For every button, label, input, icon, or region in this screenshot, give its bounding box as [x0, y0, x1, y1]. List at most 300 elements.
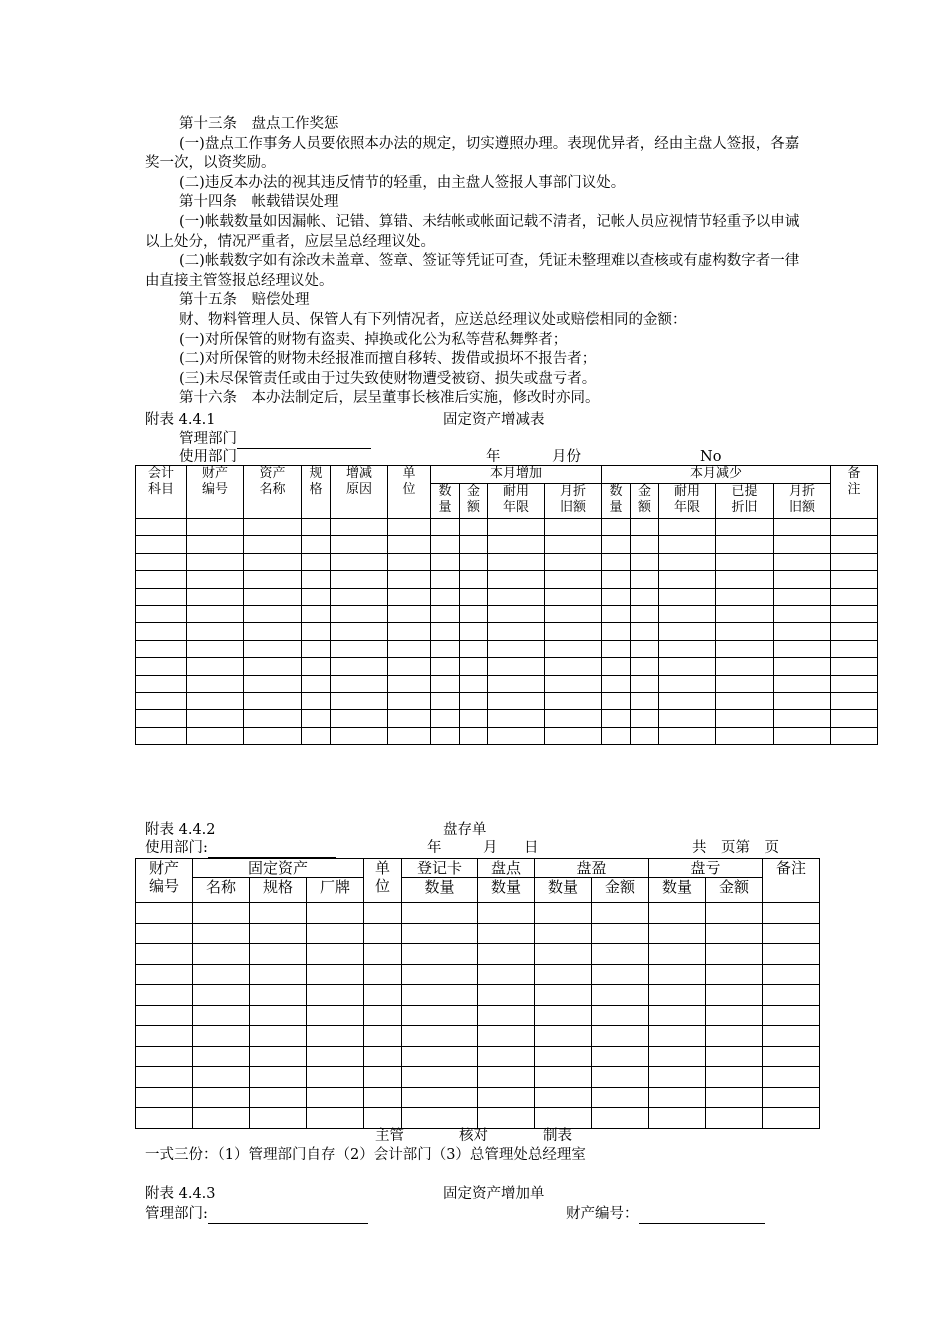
table-cell[interactable] — [488, 710, 545, 727]
table-cell[interactable] — [545, 675, 602, 692]
table-cell[interactable] — [706, 1046, 763, 1067]
table-cell[interactable] — [545, 571, 602, 588]
table-cell[interactable] — [831, 605, 878, 622]
table-cell[interactable] — [307, 985, 364, 1006]
table-cell[interactable] — [331, 710, 388, 727]
table-cell[interactable] — [250, 923, 307, 944]
table-cell[interactable] — [302, 658, 331, 675]
table-cell[interactable] — [535, 985, 592, 1006]
table-cell[interactable] — [250, 1026, 307, 1047]
table-cell[interactable] — [602, 710, 631, 727]
table-cell[interactable] — [136, 658, 187, 675]
table-cell[interactable] — [402, 1005, 478, 1026]
table-cell[interactable] — [631, 640, 659, 657]
table-cell[interactable] — [431, 571, 460, 588]
table-cell[interactable] — [136, 1046, 193, 1067]
table-cell[interactable] — [331, 727, 388, 744]
table-cell[interactable] — [244, 640, 302, 657]
table-cell[interactable] — [187, 553, 244, 570]
table-cell[interactable] — [631, 727, 659, 744]
table-cell[interactable] — [302, 640, 331, 657]
table-cell[interactable] — [659, 658, 716, 675]
table-cell[interactable] — [478, 1067, 535, 1088]
table-cell[interactable] — [136, 1108, 193, 1129]
table-cell[interactable] — [706, 944, 763, 965]
table-cell[interactable] — [193, 923, 250, 944]
table-cell[interactable] — [302, 710, 331, 727]
table-cell[interactable] — [187, 623, 244, 640]
table-cell[interactable] — [388, 588, 431, 605]
table-cell[interactable] — [631, 519, 659, 536]
table-cell[interactable] — [659, 710, 716, 727]
table-cell[interactable] — [364, 1067, 402, 1088]
table-cell[interactable] — [545, 640, 602, 657]
table-cell[interactable] — [488, 605, 545, 622]
table-cell[interactable] — [431, 727, 460, 744]
table-cell[interactable] — [460, 536, 488, 553]
table-cell[interactable] — [488, 536, 545, 553]
table-cell[interactable] — [136, 605, 187, 622]
table-cell[interactable] — [831, 623, 878, 640]
table-cell[interactable] — [774, 571, 831, 588]
table-cell[interactable] — [136, 1026, 193, 1047]
table-cell[interactable] — [478, 985, 535, 1006]
table-cell[interactable] — [250, 1005, 307, 1026]
table-cell[interactable] — [649, 1005, 706, 1026]
table-cell[interactable] — [545, 588, 602, 605]
table-cell[interactable] — [388, 640, 431, 657]
table-cell[interactable] — [460, 640, 488, 657]
table-cell[interactable] — [250, 1067, 307, 1088]
table-cell[interactable] — [388, 519, 431, 536]
table-cell[interactable] — [592, 1026, 649, 1047]
table-cell[interactable] — [193, 1046, 250, 1067]
table-cell[interactable] — [244, 588, 302, 605]
table-cell[interactable] — [187, 605, 244, 622]
table-cell[interactable] — [535, 1026, 592, 1047]
table-cell[interactable] — [460, 571, 488, 588]
table-cell[interactable] — [302, 519, 331, 536]
table-cell[interactable] — [307, 1087, 364, 1108]
table-cell[interactable] — [364, 964, 402, 985]
table-cell[interactable] — [364, 944, 402, 965]
table-cell[interactable] — [706, 1087, 763, 1108]
table-cell[interactable] — [831, 553, 878, 570]
table-cell[interactable] — [460, 519, 488, 536]
table-cell[interactable] — [545, 710, 602, 727]
table-cell[interactable] — [488, 571, 545, 588]
table-cell[interactable] — [602, 588, 631, 605]
table-cell[interactable] — [649, 1087, 706, 1108]
table-cell[interactable] — [250, 985, 307, 1006]
table-cell[interactable] — [649, 944, 706, 965]
table-cell[interactable] — [364, 1026, 402, 1047]
table-cell[interactable] — [136, 1087, 193, 1108]
table-cell[interactable] — [774, 675, 831, 692]
table-cell[interactable] — [460, 588, 488, 605]
table-cell[interactable] — [535, 944, 592, 965]
table-cell[interactable] — [592, 923, 649, 944]
table-cell[interactable] — [244, 727, 302, 744]
table-cell[interactable] — [402, 1026, 478, 1047]
table-cell[interactable] — [244, 710, 302, 727]
table-cell[interactable] — [402, 944, 478, 965]
table-cell[interactable] — [592, 985, 649, 1006]
table-cell[interactable] — [659, 571, 716, 588]
table-cell[interactable] — [187, 571, 244, 588]
table-cell[interactable] — [535, 1108, 592, 1129]
table-cell[interactable] — [763, 944, 820, 965]
table-cell[interactable] — [602, 640, 631, 657]
table-cell[interactable] — [331, 536, 388, 553]
table-cell[interactable] — [307, 1046, 364, 1067]
table-cell[interactable] — [545, 536, 602, 553]
table-cell[interactable] — [763, 903, 820, 924]
table-cell[interactable] — [774, 640, 831, 657]
table-cell[interactable] — [831, 640, 878, 657]
table-cell[interactable] — [431, 536, 460, 553]
table-cell[interactable] — [706, 1108, 763, 1129]
table-cell[interactable] — [716, 710, 774, 727]
table-cell[interactable] — [331, 588, 388, 605]
table-cell[interactable] — [478, 1108, 535, 1129]
table-cell[interactable] — [136, 1005, 193, 1026]
table-cell[interactable] — [592, 1087, 649, 1108]
table-cell[interactable] — [602, 692, 631, 709]
table-cell[interactable] — [706, 1067, 763, 1088]
table-cell[interactable] — [706, 1026, 763, 1047]
table-cell[interactable] — [545, 519, 602, 536]
table-cell[interactable] — [136, 588, 187, 605]
table-cell[interactable] — [592, 944, 649, 965]
table-cell[interactable] — [431, 640, 460, 657]
table-cell[interactable] — [136, 964, 193, 985]
table-cell[interactable] — [631, 605, 659, 622]
table-cell[interactable] — [136, 553, 187, 570]
table-cell[interactable] — [488, 623, 545, 640]
table-cell[interactable] — [193, 1026, 250, 1047]
table-cell[interactable] — [187, 727, 244, 744]
table-cell[interactable] — [244, 675, 302, 692]
table-cell[interactable] — [602, 658, 631, 675]
table-cell[interactable] — [535, 923, 592, 944]
table-cell[interactable] — [431, 710, 460, 727]
table-cell[interactable] — [187, 536, 244, 553]
table-cell[interactable] — [716, 536, 774, 553]
table-cell[interactable] — [136, 692, 187, 709]
table-cell[interactable] — [716, 623, 774, 640]
table-cell[interactable] — [488, 692, 545, 709]
table-cell[interactable] — [388, 571, 431, 588]
table-cell[interactable] — [307, 1005, 364, 1026]
table-cell[interactable] — [478, 1046, 535, 1067]
table-cell[interactable] — [302, 605, 331, 622]
table-cell[interactable] — [187, 692, 244, 709]
table-cell[interactable] — [187, 675, 244, 692]
table-cell[interactable] — [649, 903, 706, 924]
table-cell[interactable] — [488, 727, 545, 744]
table-cell[interactable] — [431, 605, 460, 622]
table-cell[interactable] — [488, 658, 545, 675]
table-cell[interactable] — [302, 727, 331, 744]
table-cell[interactable] — [602, 519, 631, 536]
table-cell[interactable] — [535, 1087, 592, 1108]
table-cell[interactable] — [716, 692, 774, 709]
table-cell[interactable] — [602, 623, 631, 640]
table-cell[interactable] — [331, 640, 388, 657]
table-cell[interactable] — [460, 675, 488, 692]
table-cell[interactable] — [774, 588, 831, 605]
table-cell[interactable] — [659, 623, 716, 640]
table-cell[interactable] — [388, 727, 431, 744]
table-cell[interactable] — [716, 727, 774, 744]
table-cell[interactable] — [488, 675, 545, 692]
table-cell[interactable] — [307, 964, 364, 985]
table-cell[interactable] — [331, 692, 388, 709]
table-cell[interactable] — [478, 944, 535, 965]
table-cell[interactable] — [331, 571, 388, 588]
table-cell[interactable] — [193, 985, 250, 1006]
table-cell[interactable] — [478, 1087, 535, 1108]
table-cell[interactable] — [307, 923, 364, 944]
table-cell[interactable] — [402, 1067, 478, 1088]
table-cell[interactable] — [774, 692, 831, 709]
table-cell[interactable] — [307, 944, 364, 965]
table-cell[interactable] — [488, 553, 545, 570]
table-cell[interactable] — [193, 903, 250, 924]
table-cell[interactable] — [488, 588, 545, 605]
table-cell[interactable] — [716, 605, 774, 622]
table-cell[interactable] — [763, 964, 820, 985]
table-cell[interactable] — [388, 658, 431, 675]
table-cell[interactable] — [460, 623, 488, 640]
table-cell[interactable] — [331, 605, 388, 622]
table-cell[interactable] — [774, 519, 831, 536]
table-cell[interactable] — [364, 1087, 402, 1108]
table-cell[interactable] — [535, 1005, 592, 1026]
table-cell[interactable] — [831, 727, 878, 744]
table-cell[interactable] — [649, 1026, 706, 1047]
table-cell[interactable] — [631, 588, 659, 605]
table-cell[interactable] — [706, 923, 763, 944]
table-cell[interactable] — [602, 553, 631, 570]
table-cell[interactable] — [545, 658, 602, 675]
table-cell[interactable] — [402, 903, 478, 924]
table-cell[interactable] — [402, 964, 478, 985]
table-cell[interactable] — [631, 658, 659, 675]
table-cell[interactable] — [592, 1046, 649, 1067]
table-cell[interactable] — [535, 1046, 592, 1067]
table-cell[interactable] — [388, 675, 431, 692]
table-cell[interactable] — [250, 1108, 307, 1129]
table-cell[interactable] — [302, 553, 331, 570]
table-cell[interactable] — [488, 519, 545, 536]
table-cell[interactable] — [460, 553, 488, 570]
table-cell[interactable] — [631, 692, 659, 709]
table-cell[interactable] — [187, 519, 244, 536]
table-cell[interactable] — [602, 727, 631, 744]
table-cell[interactable] — [831, 675, 878, 692]
table-cell[interactable] — [649, 985, 706, 1006]
table-cell[interactable] — [659, 692, 716, 709]
table-cell[interactable] — [193, 1108, 250, 1129]
table-cell[interactable] — [307, 903, 364, 924]
table-cell[interactable] — [244, 692, 302, 709]
table-cell[interactable] — [716, 640, 774, 657]
table-cell[interactable] — [388, 692, 431, 709]
table-cell[interactable] — [763, 1026, 820, 1047]
table-cell[interactable] — [706, 903, 763, 924]
table-cell[interactable] — [331, 623, 388, 640]
table-cell[interactable] — [402, 1087, 478, 1108]
table-cell[interactable] — [193, 1087, 250, 1108]
table-cell[interactable] — [136, 944, 193, 965]
table-cell[interactable] — [763, 1108, 820, 1129]
table-cell[interactable] — [302, 623, 331, 640]
table-cell[interactable] — [478, 923, 535, 944]
table-cell[interactable] — [250, 903, 307, 924]
table-cell[interactable] — [478, 1026, 535, 1047]
table-cell[interactable] — [364, 1046, 402, 1067]
table-cell[interactable] — [488, 640, 545, 657]
table-cell[interactable] — [136, 1067, 193, 1088]
table-cell[interactable] — [602, 605, 631, 622]
table-cell[interactable] — [659, 553, 716, 570]
table-cell[interactable] — [331, 658, 388, 675]
table-cell[interactable] — [535, 1067, 592, 1088]
table-cell[interactable] — [716, 519, 774, 536]
table-cell[interactable] — [307, 1026, 364, 1047]
table-cell[interactable] — [831, 536, 878, 553]
table-cell[interactable] — [774, 710, 831, 727]
table-cell[interactable] — [187, 710, 244, 727]
table-cell[interactable] — [250, 1046, 307, 1067]
table-cell[interactable] — [602, 536, 631, 553]
table-cell[interactable] — [431, 623, 460, 640]
table-cell[interactable] — [364, 985, 402, 1006]
table-cell[interactable] — [763, 1087, 820, 1108]
table-cell[interactable] — [659, 640, 716, 657]
table-cell[interactable] — [136, 536, 187, 553]
table-cell[interactable] — [250, 1087, 307, 1108]
table-cell[interactable] — [592, 964, 649, 985]
table-cell[interactable] — [431, 588, 460, 605]
table-cell[interactable] — [244, 605, 302, 622]
table-cell[interactable] — [631, 710, 659, 727]
table-cell[interactable] — [535, 903, 592, 924]
table-cell[interactable] — [763, 985, 820, 1006]
table-cell[interactable] — [187, 658, 244, 675]
table-cell[interactable] — [831, 710, 878, 727]
table-cell[interactable] — [302, 571, 331, 588]
table-cell[interactable] — [545, 692, 602, 709]
table-cell[interactable] — [592, 1067, 649, 1088]
table-cell[interactable] — [706, 985, 763, 1006]
table-cell[interactable] — [136, 519, 187, 536]
table-cell[interactable] — [831, 658, 878, 675]
table-cell[interactable] — [244, 571, 302, 588]
table-cell[interactable] — [331, 519, 388, 536]
table-cell[interactable] — [649, 1046, 706, 1067]
table-cell[interactable] — [706, 964, 763, 985]
table-cell[interactable] — [331, 675, 388, 692]
table-cell[interactable] — [774, 623, 831, 640]
table-cell[interactable] — [402, 1108, 478, 1129]
table-cell[interactable] — [592, 1108, 649, 1129]
table-cell[interactable] — [602, 675, 631, 692]
table-cell[interactable] — [388, 605, 431, 622]
table-cell[interactable] — [631, 623, 659, 640]
table-cell[interactable] — [545, 727, 602, 744]
table-cell[interactable] — [244, 536, 302, 553]
table-cell[interactable] — [302, 588, 331, 605]
table-cell[interactable] — [244, 519, 302, 536]
table-cell[interactable] — [659, 605, 716, 622]
table-cell[interactable] — [136, 640, 187, 657]
table-cell[interactable] — [649, 1108, 706, 1129]
table-cell[interactable] — [431, 658, 460, 675]
table-cell[interactable] — [187, 640, 244, 657]
table-cell[interactable] — [302, 536, 331, 553]
table-cell[interactable] — [364, 1108, 402, 1129]
table-cell[interactable] — [774, 553, 831, 570]
table-cell[interactable] — [402, 1046, 478, 1067]
table-cell[interactable] — [545, 553, 602, 570]
table-cell[interactable] — [431, 519, 460, 536]
table-cell[interactable] — [193, 1067, 250, 1088]
table-cell[interactable] — [592, 903, 649, 924]
table-cell[interactable] — [136, 571, 187, 588]
table-cell[interactable] — [659, 588, 716, 605]
table-cell[interactable] — [545, 605, 602, 622]
table-cell[interactable] — [631, 536, 659, 553]
table-cell[interactable] — [545, 623, 602, 640]
table-cell[interactable] — [716, 675, 774, 692]
table-cell[interactable] — [193, 944, 250, 965]
table-cell[interactable] — [659, 727, 716, 744]
table-cell[interactable] — [631, 675, 659, 692]
table-cell[interactable] — [460, 658, 488, 675]
table-cell[interactable] — [244, 658, 302, 675]
table-cell[interactable] — [592, 1005, 649, 1026]
table-cell[interactable] — [136, 710, 187, 727]
table-cell[interactable] — [388, 710, 431, 727]
table-cell[interactable] — [136, 675, 187, 692]
table-cell[interactable] — [631, 553, 659, 570]
table-cell[interactable] — [460, 692, 488, 709]
table-cell[interactable] — [716, 658, 774, 675]
table-cell[interactable] — [602, 571, 631, 588]
table-cell[interactable] — [716, 588, 774, 605]
table-cell[interactable] — [716, 571, 774, 588]
table-cell[interactable] — [774, 727, 831, 744]
table-cell[interactable] — [431, 692, 460, 709]
table-cell[interactable] — [478, 903, 535, 924]
table-cell[interactable] — [706, 1005, 763, 1026]
table-cell[interactable] — [774, 605, 831, 622]
table-cell[interactable] — [631, 571, 659, 588]
table-cell[interactable] — [136, 623, 187, 640]
table-cell[interactable] — [136, 903, 193, 924]
table-cell[interactable] — [244, 623, 302, 640]
table-cell[interactable] — [535, 964, 592, 985]
table-cell[interactable] — [831, 519, 878, 536]
table-cell[interactable] — [431, 553, 460, 570]
table-cell[interactable] — [250, 944, 307, 965]
table-cell[interactable] — [659, 675, 716, 692]
table-cell[interactable] — [250, 964, 307, 985]
table-cell[interactable] — [831, 588, 878, 605]
